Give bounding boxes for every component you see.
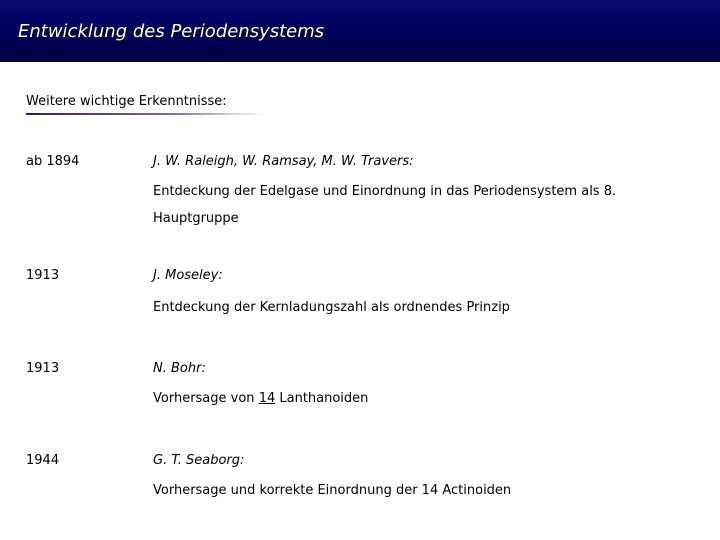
section-subtitle: Weitere wichtige Erkenntnisse: [26,94,227,109]
entry-year-1913-moseley: 1913 [26,268,60,283]
description-text-after: Lanthanoiden [275,391,369,406]
entry-names-seaborg: G. T. Seaborg: [153,453,245,468]
subtitle-underline [26,113,266,115]
entry-names-raleigh-ramsay-travers: J. W. Raleigh, W. Ramsay, M. W. Travers: [153,154,414,169]
entry-description-edelgase: Entdeckung der Edelgase und Einordnung in das Periodensystem als 8. Hauptgruppe [153,184,617,226]
entry-year-1944: 1944 [26,453,60,468]
description-text-before: Vorhersage von [153,391,259,406]
slide-title: Entwicklung des Periodensystems [18,21,325,42]
entry-description-kernladungszahl: Entdeckung der Kernladungszahl als ordnendes Prinzip [153,300,510,315]
entry-names-moseley: J. Moseley: [153,268,223,283]
entry-description-lanthanoiden [153,385,683,412]
entry-year-1894: ab 1894 [26,154,80,169]
entry-names-bohr: N. Bohr: [153,361,206,376]
description-underlined-number: 14 [258,391,276,406]
slide-header [0,0,720,62]
entry-year-1913-bohr: 1913 [26,361,60,376]
entry-description-actinoiden: Vorhersage und korrekte Einordnung der 14 Actinoiden [153,483,512,498]
